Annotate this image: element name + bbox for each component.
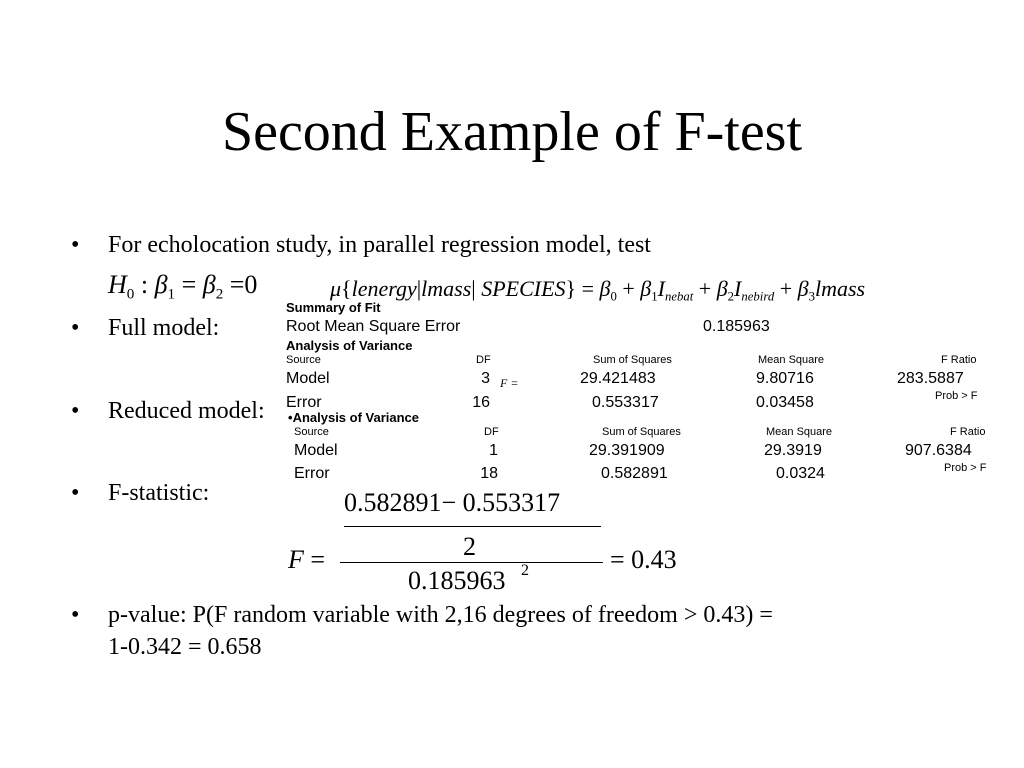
bullet-f-statistic-text: F-statistic: (108, 480, 210, 506)
row-error-df: 16 (472, 394, 490, 411)
bullet-marker: • (71, 602, 80, 628)
bullet-marker: • (71, 480, 80, 506)
row-error-source: Error (294, 465, 330, 482)
stray-f-label: F = (500, 376, 519, 390)
main-fraction-bar (340, 562, 603, 563)
row-error-source: Error (286, 394, 322, 411)
bullet-reduced-model-text: Reduced model: (108, 398, 265, 424)
rmse-value: 0.185963 (703, 318, 770, 335)
col-mean-square: Mean Square (758, 354, 825, 366)
slide-title: Second Example of F-test (221, 101, 803, 163)
row-model-ss: 29.421483 (580, 370, 656, 387)
summary-of-fit-heading: Summary of Fit (286, 300, 381, 315)
bullet-p-value-text: p-value: P(F random variable with 2,16 degrees of freedom > 0.43) = (108, 602, 773, 628)
inner-fraction-bar (344, 526, 601, 527)
f-numerator-bottom: 2 (463, 532, 476, 561)
col-mean-square: Mean Square (766, 426, 833, 438)
row-model-f: 283.5887 (897, 370, 964, 387)
col-df: DF (476, 354, 491, 366)
prob-gt-f-label: Prob > F (935, 390, 978, 402)
bullet-marker-small: • (288, 410, 293, 425)
col-sum-of-squares: Sum of Squares (602, 426, 681, 438)
anova-heading-full: Analysis of Variance (286, 338, 413, 353)
row-model-f: 907.6384 (905, 442, 972, 459)
row-error-df: 18 (480, 465, 498, 482)
rmse-label: Root Mean Square Error (286, 318, 461, 335)
regression-model-equation: μ{lenergy|lmass| SPECIES} = $\beta_0 + \beta_1I_{nebat} + \beta_2I_{nebird}$ + $\beta_3lmass$ (330, 276, 866, 304)
f-result: = 0.43 (610, 545, 677, 574)
col-sum-of-squares: Sum of Squares (593, 354, 672, 366)
row-model-ss: 29.391909 (589, 442, 665, 459)
row-error-ss: 0.553317 (592, 394, 659, 411)
row-model-source: Model (294, 442, 338, 459)
bullet-marker: • (71, 398, 80, 424)
p-value-result-text: 1-0.342 = 0.658 (108, 634, 262, 660)
anova-heading-reduced: •Analysis of Variance (288, 410, 420, 425)
row-error-ss: 0.582891 (601, 465, 668, 482)
f-numerator-top: 0.582891− 0.553317 (344, 488, 561, 517)
f-denominator-exponent: 2 (521, 562, 529, 579)
row-model-ms: 9.80716 (756, 370, 814, 387)
col-source: Source (286, 354, 321, 366)
row-model-ms: 29.3919 (764, 442, 822, 459)
row-model-df: 1 (489, 442, 498, 459)
row-error-ms: 0.03458 (756, 394, 814, 411)
col-f-ratio: F Ratio (950, 426, 986, 438)
row-model-df: 3 (481, 370, 490, 387)
col-source: Source (294, 426, 329, 438)
null-hypothesis: $H_0$ : $\beta_1 = \beta_2 =0$ (108, 270, 258, 303)
f-denominator: 0.185963 (408, 566, 506, 595)
bullet-full-model-text: Full model: (108, 315, 220, 341)
f-symbol: F = (288, 545, 326, 574)
bullet-intro-text: For echolocation study, in parallel regression model, test (108, 232, 651, 258)
bullet-marker: • (71, 315, 80, 341)
prob-gt-f-label: Prob > F (944, 462, 987, 474)
row-error-ms: 0.0324 (776, 465, 825, 482)
col-df: DF (484, 426, 499, 438)
col-f-ratio: F Ratio (941, 354, 977, 366)
row-model-source: Model (286, 370, 330, 387)
bullet-marker: • (71, 232, 80, 258)
